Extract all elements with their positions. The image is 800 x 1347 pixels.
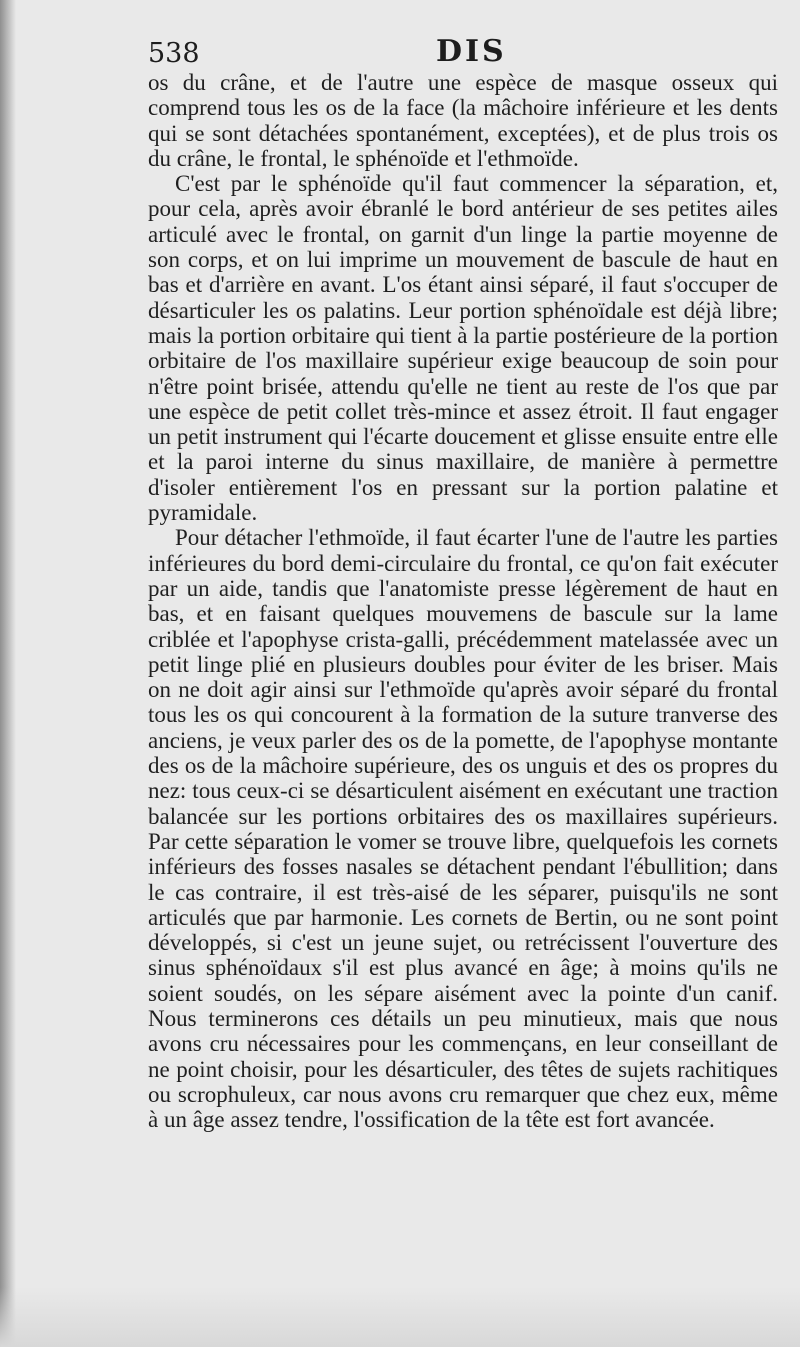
paragraph-continuation: os du crâne, et de l'autre une espèce de masque osseux qui comprend tous les os de la face (la mâchoire inférieure et les dents qui se sont détachées spontanément, exceptées), et de plus trois os du crâne, le frontal, le sphénoïde et l'ethmoïde. [148,70,778,171]
page-header [148,30,778,72]
paragraph-sphenoide: C'est par le sphénoïde qu'il faut commencer la séparation, et, pour cela, après avoir ébranlé le bord antérieur de ses petites ailes articulé avec le frontal, on garnit d'un linge la partie moyenne de son corps, et on lui imprime un mouvement de bascule de haut en bas et d'arrière en avant. L'os étant ainsi séparé, il faut s'occuper de désarticuler les os palatins. Leur portion sphénoïdale est déjà libre; mais la portion orbitaire qui tient à la partie postérieure de la portion orbitaire de l'os maxillaire supérieur exige beaucoup de soin pour n'être point brisée, attendu qu'elle ne tient au reste de l'os que par une espèce de petit collet très-mince et assez étroit. Il faut engager un petit instrument qui l'écarte doucement et glisse ensuite entre elle et la paroi interne du sinus maxillaire, de manière à permettre d'isoler entièrement l'os en pressant sur la portion palatine et pyramidale. [148,171,778,526]
page-number: 538 [148,38,200,69]
running-head: DIS [436,34,507,69]
body-text [148,70,778,1132]
paragraph-ethmoide: Pour détacher l'ethmoïde, il faut écarter l'une de l'autre les parties inférieures du bord demi-circulaire du frontal, ce qu'on fait exécuter par un aide, tandis que l'anatomiste presse légèrement de haut en bas, et en faisant quelques mouvemens de bascule sur la lame criblée et l'apophyse crista-galli, précédemment matelassée avec un petit linge plié en plusieurs doubles pour éviter de les briser. Mais on ne doit agir ainsi sur l'ethmoïde qu'après avoir séparé du frontal tous les os qui concourent à la formation de la suture tranverse des anciens, je veux parler des os de la pomette, de l'apophyse montante des os de la mâchoire supérieure, des os unguis et des os propres du nez: tous ceux-ci se désarticulent aisément en exécutant une traction balancée sur les portions orbitaires des os maxillaires supérieurs. Par cette séparation le vomer se trouve libre, quelquefois les cornets inférieurs des fosses nasales se détachent pendant l'ébullition; dans le cas contraire, il est très-aisé de les séparer, puisqu'ils ne sont articulés que par harmonie. Les cornets de Bertin, ou ne sont point développés, si c'est un jeune sujet, ou retrécissent l'ouverture des sinus sphénoïdaux s'il est plus avancé en âge; à moins qu'ils ne soient soudés, on les sépare aisément avec la pointe d'un canif. Nous terminerons ces détails un peu minutieux, mais que nous avons cru nécessaires pour les commençans, en leur conseillant de ne point choisir, pour les désarticuler, des têtes de sujets rachitiques ou scrophuleux, car nous avons cru remarquer que chez eux, même à un âge assez tendre, l'ossification de la tête est fort avancée. [148,525,778,1133]
